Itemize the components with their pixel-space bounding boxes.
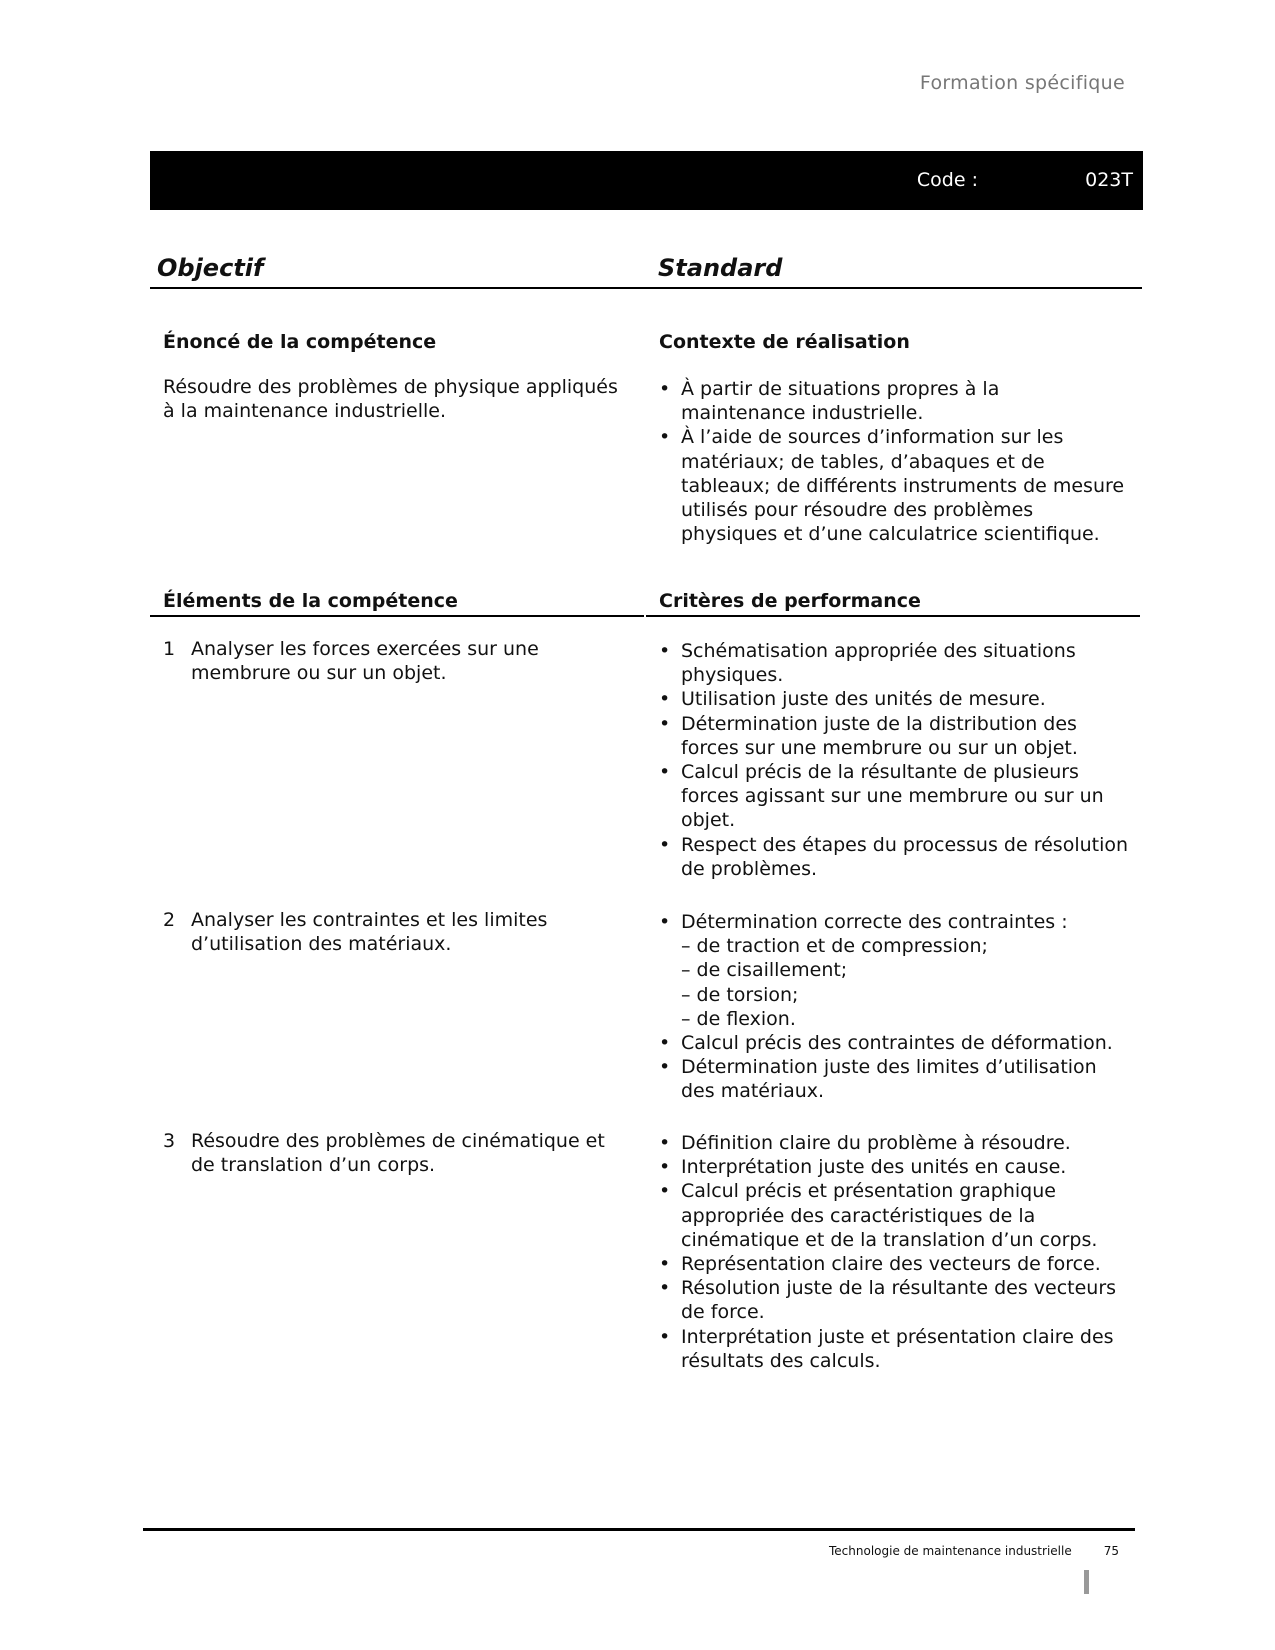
criteria-item: • Résolution juste de la résultante des vecteurs de force. bbox=[659, 1276, 1129, 1324]
element-text: Analyser les contraintes et les limites d’utilisation des matériaux. bbox=[191, 909, 548, 956]
criteria-item: – de traction et de compression; bbox=[681, 935, 988, 958]
enonce-text: Résoudre des problèmes de physique appliqués à la maintenance industrielle. bbox=[163, 376, 618, 423]
criteres-title: Critères de performance bbox=[659, 590, 921, 612]
criteria-item: • Schématisation appropriée des situations physiques. bbox=[659, 639, 1129, 687]
footer-rule bbox=[143, 1528, 1135, 1531]
element-item bbox=[163, 637, 633, 685]
elements-rule bbox=[150, 615, 644, 617]
criteria-item: • Définition claire du problème à résoudre. bbox=[659, 1131, 1129, 1155]
criteria-item: • Calcul précis de la résultante de plusieurs forces agissant sur une membrure ou sur un objet. bbox=[659, 760, 1129, 833]
running-header: Formation spécifique bbox=[919, 72, 1125, 94]
list-item: • À partir de situations propres à la maintenance industrielle. bbox=[659, 377, 1129, 425]
heading-rule bbox=[150, 287, 1142, 289]
element-number: 1 bbox=[163, 638, 176, 660]
element-item bbox=[163, 1129, 633, 1177]
criteria-list bbox=[659, 910, 1129, 1104]
element-number: 3 bbox=[163, 1130, 176, 1152]
code-value: 023T bbox=[1085, 169, 1133, 191]
element-text: Résoudre des problèmes de cinématique et de translation d’un corps. bbox=[191, 1130, 605, 1177]
criteria-item: • Interprétation juste des unités en cause. bbox=[659, 1155, 1129, 1179]
element-item bbox=[163, 908, 633, 956]
element-text: Analyser les forces exercées sur une membrure ou sur un objet. bbox=[191, 638, 539, 685]
footer bbox=[829, 1544, 1119, 1558]
code-label: Code : bbox=[916, 169, 978, 191]
enonce-title: Énoncé de la compétence bbox=[163, 331, 437, 353]
criteria-item: • Calcul précis des contraintes de déformation. bbox=[659, 1031, 1129, 1055]
criteria-list bbox=[659, 639, 1129, 881]
criteria-item: • Détermination juste de la distribution des forces sur une membrure ou sur un objet. bbox=[659, 712, 1129, 760]
criteria-item: – de cisaillement; bbox=[681, 959, 848, 982]
criteria-item: – de flexion. bbox=[681, 1007, 796, 1030]
criteria-list bbox=[659, 1131, 1129, 1373]
criteres-rule bbox=[646, 615, 1140, 617]
criteria-item: • Utilisation juste des unités de mesure. bbox=[659, 687, 1129, 711]
contexte-title: Contexte de réalisation bbox=[659, 331, 910, 353]
objectif-heading: Objectif bbox=[157, 254, 264, 282]
criteria-item: • Interprétation juste et présentation claire des résultats des calculs. bbox=[659, 1325, 1129, 1373]
criteria-item: • Détermination correcte des contraintes : bbox=[659, 910, 1129, 934]
criteria-item: • Calcul précis et présentation graphique appropriée des caractéristiques de la cinématique et de la translation d’un corps. bbox=[659, 1179, 1129, 1252]
criteria-item: – de torsion; bbox=[681, 983, 799, 1006]
page-number: 75 bbox=[1103, 1544, 1119, 1558]
footer-mark bbox=[1084, 1570, 1089, 1594]
elements-title: Éléments de la compétence bbox=[163, 590, 458, 612]
code-bar bbox=[150, 151, 1143, 210]
criteria-item: • Détermination juste des limites d’utilisation des matériaux. bbox=[659, 1055, 1129, 1103]
element-number: 2 bbox=[163, 909, 176, 931]
footer-title: Technologie de maintenance industrielle bbox=[829, 1544, 1072, 1558]
criteria-item: • Représentation claire des vecteurs de force. bbox=[659, 1252, 1129, 1276]
contexte-list bbox=[659, 377, 1129, 546]
criteria-item: • Respect des étapes du processus de résolution de problèmes. bbox=[659, 833, 1129, 881]
standard-heading: Standard bbox=[658, 254, 783, 282]
list-item: • À l’aide de sources d’information sur les matériaux; de tables, d’abaques et de tableaux; de différents instruments de mesure utilisés pour résoudre des problèmes physiques et d’une calculatrice scientifique. bbox=[659, 425, 1129, 546]
